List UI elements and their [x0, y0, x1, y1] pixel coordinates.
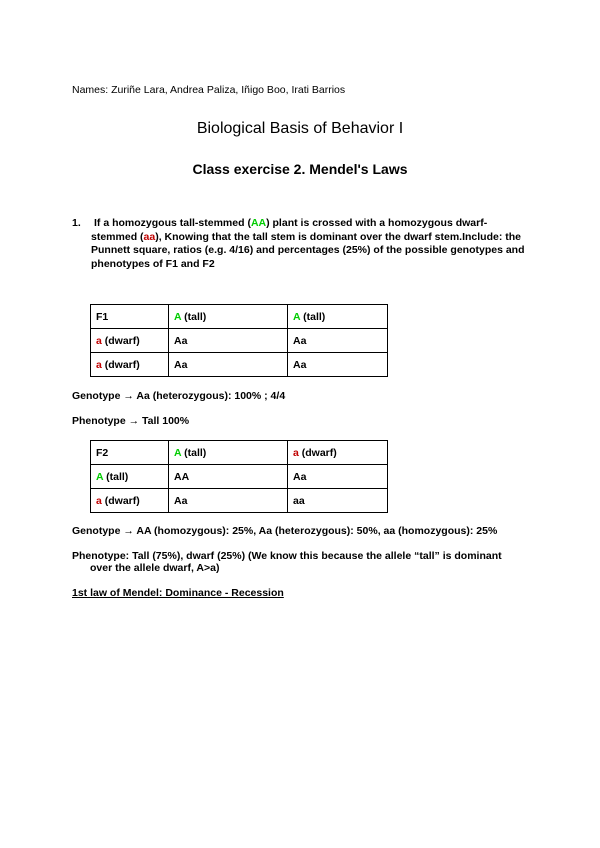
document-subtitle: Class exercise 2. Mendel's Laws [192, 161, 408, 177]
table-header-cell [169, 441, 288, 465]
question-1 [72, 217, 532, 271]
f2-phenotype-line2: over the allele dwarf, A>a) [90, 562, 220, 574]
allele-description: (dwarf) [298, 446, 337, 459]
recessive-allele-label: aa [143, 230, 156, 243]
table-row [91, 353, 388, 377]
question-number: 1. [72, 217, 81, 229]
allele-description: (tall) [181, 446, 207, 459]
allele-label: A [293, 310, 301, 323]
table-header-cell [288, 441, 388, 465]
genotype-cell: Aa [169, 353, 288, 377]
allele-description: (tall) [300, 310, 326, 323]
document-title: Biological Basis of Behavior I [196, 120, 404, 137]
genotype-cell: Aa [169, 489, 288, 513]
f2-genotype-result: Genotype → AA (homozygous): 25%, Aa (heterozygous): 50%, aa (homozygous): 25% [72, 525, 498, 537]
table-header-cell [288, 305, 388, 329]
genotype-cell: aa [288, 489, 388, 513]
f2-phenotype-result [72, 550, 542, 574]
question-text-part1: If a homozygous tall-stemmed ( [94, 217, 251, 229]
table-corner-cell: F1 [91, 305, 169, 329]
f2-phenotype-line1: Phenotype: Tall (75%), dwarf (25%) (We know this because the allele “tall” is dominant [72, 550, 502, 562]
table-row [91, 465, 388, 489]
row-header-cell [91, 465, 169, 489]
allele-description: (dwarf) [101, 494, 140, 507]
row-header-cell [91, 329, 169, 353]
table-row [91, 329, 388, 353]
allele-label: A [174, 446, 182, 459]
question-text-part2: ) plant is crossed with a homozygous dwarf-stemmed ( [91, 217, 488, 243]
table-header-row [91, 305, 388, 329]
genotype-cell: AA [169, 465, 288, 489]
genotype-cell: Aa [288, 353, 388, 377]
question-text [91, 217, 532, 271]
allele-label: a [96, 494, 102, 507]
allele-description: (dwarf) [101, 334, 140, 347]
mendel-law-heading: 1st law of Mendel: Dominance - Recession [72, 587, 284, 599]
table-header-row [91, 441, 388, 465]
allele-description: (tall) [181, 310, 207, 323]
row-header-cell [91, 489, 169, 513]
f2-punnett-square [90, 440, 388, 513]
table-header-cell [169, 305, 288, 329]
genotype-cell: Aa [288, 329, 388, 353]
table-row [91, 489, 388, 513]
genotype-cell: Aa [169, 329, 288, 353]
allele-description: (tall) [103, 470, 129, 483]
f1-genotype-result: Genotype → Aa (heterozygous): 100% ; 4/4 [72, 390, 286, 402]
f1-phenotype-result: Phenotype → Tall 100% [72, 415, 190, 427]
row-header-cell [91, 353, 169, 377]
allele-label: a [96, 334, 102, 347]
allele-label: A [174, 310, 182, 323]
allele-label: a [293, 446, 299, 459]
allele-label: a [96, 358, 102, 371]
genotype-cell: Aa [288, 465, 388, 489]
question-text-part3: ), Knowing that the tall stem is dominant over the dwarf stem.Include: the Punnett square, ratios (e.g. 4/16) and percentages (25%) of the possible genotypes and phenotypes of F1 and F2 [91, 230, 525, 270]
allele-description: (dwarf) [101, 358, 140, 371]
table-corner-cell: F2 [91, 441, 169, 465]
allele-label: A [96, 470, 104, 483]
author-names: Names: Zuriñe Lara, Andrea Paliza, Iñigo Boo, Irati Barrios [72, 84, 346, 96]
f1-punnett-square [90, 304, 388, 377]
dominant-allele-label: AA [250, 217, 267, 229]
